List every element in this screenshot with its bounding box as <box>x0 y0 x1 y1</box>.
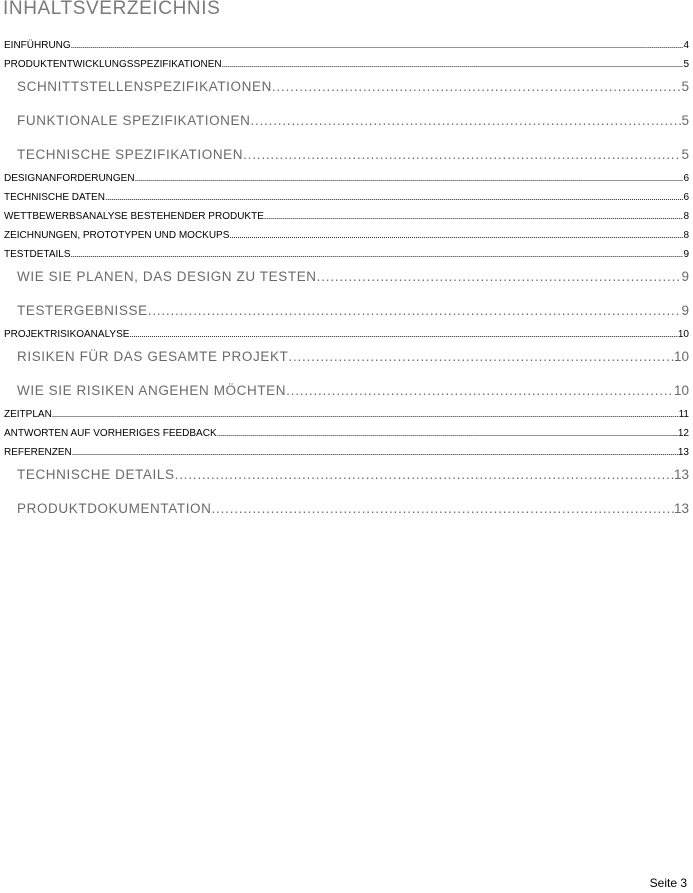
toc-entry[interactable] <box>4 249 689 268</box>
toc-entry[interactable] <box>4 382 689 409</box>
toc-entry-page-number: 6 <box>683 192 689 203</box>
toc-dot-leader <box>288 348 674 366</box>
toc-entry-page-number: 8 <box>683 211 689 222</box>
toc-entry[interactable] <box>4 173 689 192</box>
toc-dot-leader <box>72 447 678 457</box>
page-title: INHALTSVERZEICHNIS <box>3 0 221 19</box>
toc-entry[interactable] <box>4 447 689 466</box>
toc-dot-leader <box>229 230 683 240</box>
toc-dot-leader <box>148 302 682 320</box>
toc-entry-page-number: 13 <box>673 501 689 516</box>
toc-entry-page-number: 6 <box>683 173 689 184</box>
toc-dot-leader <box>212 500 674 518</box>
toc-entry[interactable] <box>4 409 689 428</box>
toc-dot-leader <box>135 173 684 183</box>
toc-entry[interactable] <box>4 211 689 230</box>
toc-entry[interactable] <box>4 329 689 348</box>
toc-entry-page-number: 5 <box>681 79 689 94</box>
toc-entry-label: RISIKEN FÜR DAS GESAMTE PROJEKT <box>17 349 289 364</box>
toc-entry-page-number: 4 <box>683 40 689 51</box>
toc-entry[interactable] <box>4 192 689 211</box>
toc-entry-page-number: 11 <box>678 409 689 420</box>
toc-entry-page-number: 13 <box>673 467 689 482</box>
toc-entry-label: WETTBEWERBSANALYSE BESTEHENDER PRODUKTE <box>4 211 264 222</box>
toc-entry[interactable] <box>4 268 689 302</box>
toc-entry-label: SCHNITTSTELLENSPEZIFIKATIONEN <box>17 79 272 94</box>
toc-entry-page-number: 10 <box>677 329 689 340</box>
toc-entry-page-number: 9 <box>683 249 689 260</box>
toc-entry-label: EINFÜHRUNG <box>4 40 71 51</box>
toc-entry-label: TECHNISCHE SPEZIFIKATIONEN <box>17 147 244 162</box>
toc-entry[interactable] <box>4 466 689 500</box>
toc-entry-label: TECHNISCHE DETAILS <box>17 467 175 482</box>
toc-entry[interactable] <box>4 348 689 382</box>
toc-entry-label: WIE SIE RISIKEN ANGEHEN MÖCHTEN <box>17 383 287 398</box>
toc-entry[interactable] <box>4 500 689 534</box>
toc-entry-page-number: 13 <box>677 447 689 458</box>
toc-dot-leader <box>175 466 674 484</box>
toc-entry[interactable] <box>4 146 689 173</box>
toc-entry[interactable] <box>4 112 689 146</box>
toc-entry-label: DESIGNANFORDERUNGEN <box>4 173 135 184</box>
toc-entry-label: PROJEKTRISIKOANALYSE <box>4 329 130 340</box>
toc-entry-label: TESTERGEBNISSE <box>17 303 148 318</box>
toc-entry-label: PRODUKTDOKUMENTATION <box>17 501 212 516</box>
toc-entry-page-number: 5 <box>681 113 689 128</box>
toc-entry-label: TECHNISCHE DATEN <box>4 192 105 203</box>
toc-entry[interactable] <box>4 428 689 447</box>
toc-dot-leader <box>217 428 678 438</box>
toc-entry-page-number: 10 <box>673 349 689 364</box>
toc-entry-page-number: 5 <box>683 59 689 70</box>
toc-dot-leader <box>264 211 684 221</box>
toc-dot-leader <box>317 268 682 286</box>
toc-entry[interactable] <box>4 59 689 78</box>
toc-entry-label: TESTDETAILS <box>4 249 71 260</box>
table-of-contents <box>4 40 689 534</box>
toc-entry[interactable] <box>4 302 689 329</box>
toc-dot-leader <box>71 40 684 50</box>
toc-entry-label: WIE SIE PLANEN, DAS DESIGN ZU TESTEN <box>17 269 317 284</box>
toc-dot-leader <box>250 112 681 130</box>
toc-entry-label: PRODUKTENTWICKLUNGSSPEZIFIKATIONEN <box>4 59 222 70</box>
toc-entry-page-number: 8 <box>683 230 689 241</box>
page-number-footer: Seite 3 <box>649 876 687 890</box>
toc-dot-leader <box>272 78 682 96</box>
toc-entry-page-number: 10 <box>673 383 689 398</box>
toc-entry[interactable] <box>4 230 689 249</box>
toc-entry-label: ZEITPLAN <box>4 409 52 420</box>
toc-entry-page-number: 9 <box>681 269 689 284</box>
toc-entry[interactable] <box>4 78 689 112</box>
toc-dot-leader <box>286 382 674 400</box>
toc-entry-page-number: 9 <box>681 303 689 318</box>
toc-dot-leader <box>71 249 684 259</box>
toc-dot-leader <box>243 146 681 164</box>
toc-entry-label: FUNKTIONALE SPEZIFIKATIONEN <box>17 113 251 128</box>
toc-entry-page-number: 5 <box>681 147 689 162</box>
toc-dot-leader <box>52 409 679 419</box>
toc-dot-leader <box>222 59 684 69</box>
toc-dot-leader <box>129 329 677 339</box>
toc-entry-label: ANTWORTEN AUF VORHERIGES FEEDBACK <box>4 428 217 439</box>
toc-entry-label: REFERENZEN <box>4 447 72 458</box>
toc-dot-leader <box>105 192 684 202</box>
toc-entry[interactable] <box>4 40 689 59</box>
toc-entry-page-number: 12 <box>677 428 689 439</box>
toc-entry-label: ZEICHNUNGEN, PROTOTYPEN UND MOCKUPS <box>4 230 230 241</box>
